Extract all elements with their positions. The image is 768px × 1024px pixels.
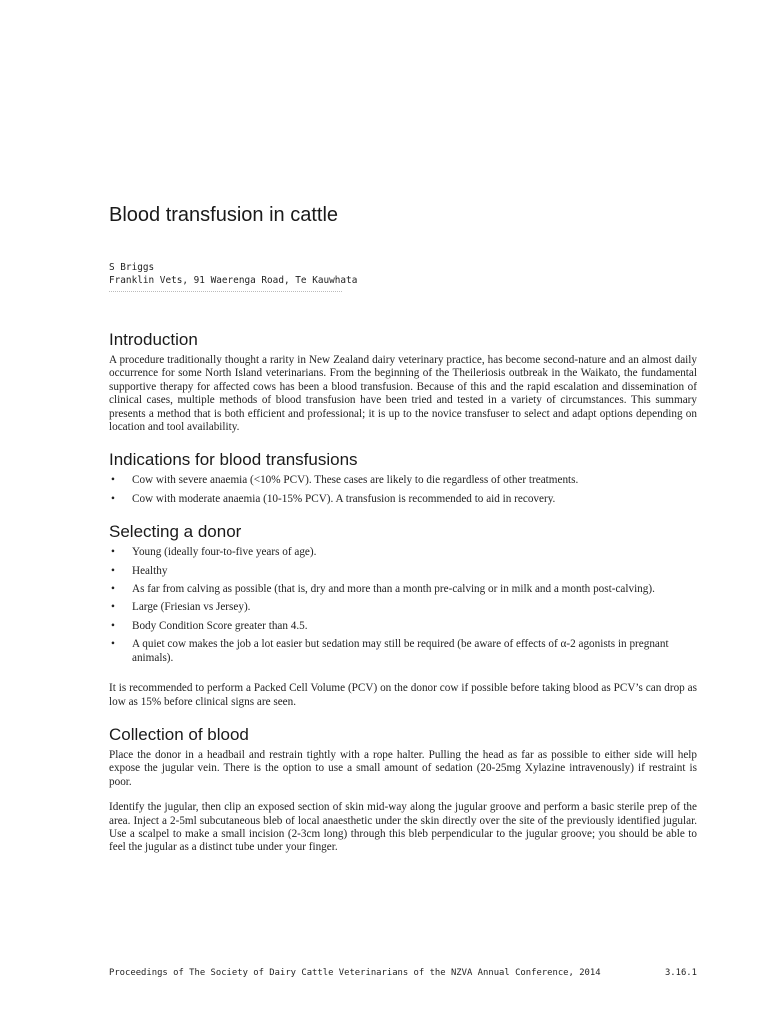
bullet-icon: • bbox=[111, 546, 115, 559]
affiliation-divider bbox=[109, 291, 342, 292]
page-footer bbox=[109, 967, 697, 979]
list-item: • Large (Friesian vs Jersey). bbox=[111, 601, 251, 614]
bullet-list bbox=[109, 546, 697, 665]
list-item: • As far from calving as possible (that is, dry and more than a month pre-calving or in milk and a month post-calving). bbox=[111, 583, 655, 596]
paragraph: Place the donor in a headbail and restrain tightly with a rope halter. Pulling the head as far as possible to either side will help expose the jugular vein. There is the option to use a small amount of sedation (20-25mg Xylazine intravenously) if restraint is poor. bbox=[109, 748, 697, 788]
list-item: • Young (ideally four-to-five years of age). bbox=[111, 546, 317, 559]
article-body bbox=[109, 330, 697, 871]
bullet-icon: • bbox=[111, 638, 115, 651]
section-donor bbox=[109, 522, 697, 709]
author-name: S Briggs bbox=[109, 262, 155, 273]
list-item: • A quiet cow makes the job a lot easier but sedation may still be required (be aware of effects of α-2 agonists in pregnant animals). bbox=[111, 638, 669, 664]
bullet-icon: • bbox=[111, 601, 115, 614]
section-indications bbox=[109, 450, 697, 506]
section-heading: Introduction bbox=[109, 330, 198, 349]
paragraph: A procedure traditionally thought a rarity in New Zealand dairy veterinary practice, has become second-nature and an almost daily occurrence for some North Island veterinarians. From the beginning of the Theileriosis outbreak in the Waikato, the fundamental supportive therapy for affected cows has been a blood transfusion. Because of this and the rapid escalation and dissemination of clinical cases, multiple methods of blood transfusion have been tried and tested in a variety of circumstances. This summary presents a method that is both efficient and professional; it is up to the novice transfuser to select and adapt options depending on location and tool availability. bbox=[109, 354, 697, 434]
paragraph: It is recommended to perform a Packed Cell Volume (PCV) on the donor cow if possible before taking blood as PCV’s can drop as low as 15% before clinical signs are seen. bbox=[109, 682, 697, 708]
list-item: • Cow with severe anaemia (<10% PCV). These cases are likely to die regardless of other treatments. bbox=[111, 474, 579, 487]
list-item: • Cow with moderate anaemia (10-15% PCV). A transfusion is recommended to aid in recovery. bbox=[111, 492, 556, 505]
author-affiliation: Franklin Vets, 91 Waerenga Road, Te Kauwhata bbox=[109, 275, 358, 286]
bullet-icon: • bbox=[111, 564, 115, 577]
list-item: • Body Condition Score greater than 4.5. bbox=[111, 619, 308, 632]
article-title: Blood transfusion in cattle bbox=[109, 204, 339, 226]
bullet-icon: • bbox=[111, 583, 115, 596]
page-number: 3.16.1 bbox=[664, 968, 697, 978]
footer-proceedings: Proceedings of The Society of Dairy Cattle Veterinarians of the NZVA Annual Conference, 2014 bbox=[109, 968, 601, 978]
author-block bbox=[109, 261, 357, 287]
section-collection bbox=[109, 725, 697, 855]
paragraph: Identify the jugular, then clip an exposed section of skin mid-way along the jugular groove and perform a basic sterile prep of the area. Inject a 2-5ml subcutaneous bleb of local anaesthetic under the skin directly over the site of the previously identified jugular. Use a scalpel to make a small incision (2-3cm long) through this bleb perpendicular to the jugular groove; you should be able to feel the jugular as a distinct tube under your finger. bbox=[109, 801, 697, 854]
bullet-icon: • bbox=[111, 492, 115, 505]
list-item: • Healthy bbox=[111, 564, 168, 577]
section-introduction bbox=[109, 330, 697, 434]
section-heading: Indications for blood transfusions bbox=[109, 450, 358, 470]
bullet-list bbox=[109, 474, 697, 506]
bullet-icon: • bbox=[111, 474, 115, 487]
document-page bbox=[109, 0, 697, 1024]
section-heading: Selecting a donor bbox=[109, 522, 242, 542]
bullet-icon: • bbox=[111, 619, 115, 632]
section-heading: Collection of blood bbox=[109, 724, 249, 744]
